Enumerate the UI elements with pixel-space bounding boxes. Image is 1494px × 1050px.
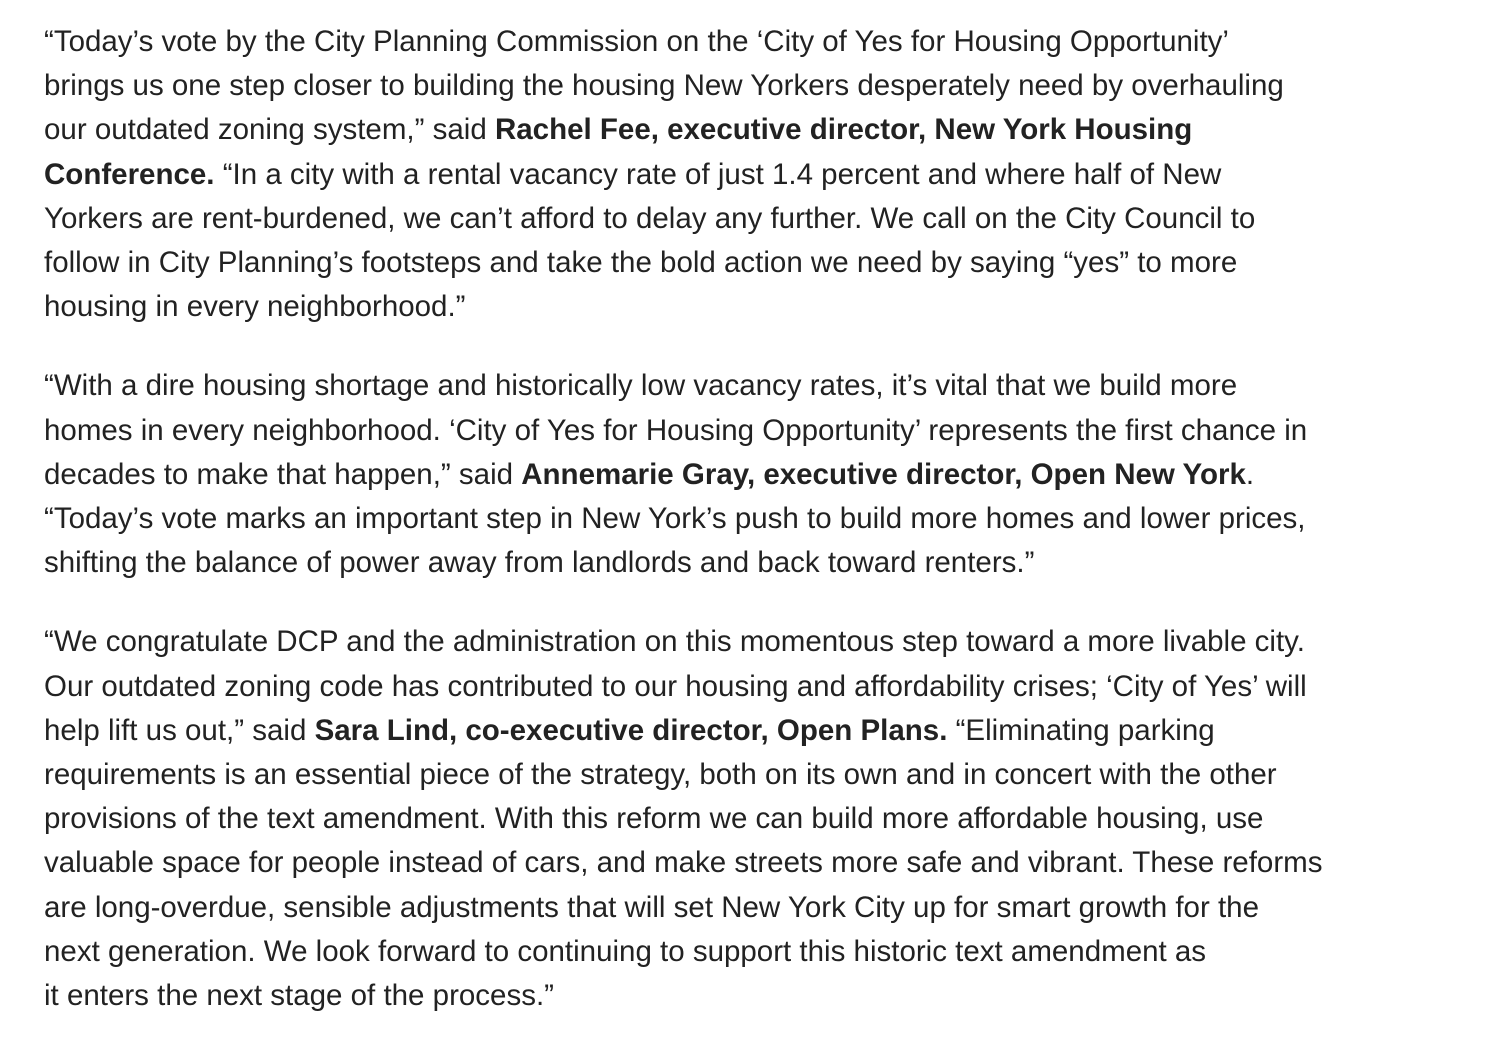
text-line: “Today’s vote by the City Planning Commission on the ‘City of Yes for Housing Opportunity’ (44, 25, 1229, 58)
text-line: “We congratulate DCP and the administration on this momentous step toward a more livable city. (44, 625, 1305, 659)
text-line: our outdated zoning system,” said Rachel Fee, executive director, New York Housing (44, 113, 1193, 147)
text-line: requirements is an essential piece of the strategy, both on its own and in concert with the other (44, 758, 1277, 792)
speaker-attribution: Annemarie Gray, executive director, Open New York (521, 457, 1246, 491)
text-line: valuable space for people instead of cars, and make streets more safe and vibrant. These reforms (44, 846, 1323, 880)
speaker-attribution: Conference. (44, 157, 215, 191)
text-line: brings us one step closer to building the housing New Yorkers desperately need by overhauling (44, 69, 1284, 103)
text-line: are long-overdue, sensible adjustments that will set New York City up for smart growth for the (44, 890, 1259, 924)
text-line: homes in every neighborhood. ‘City of Yes for Housing Opportunity’ represents the first chance in (44, 413, 1308, 447)
speaker-attribution: Rachel Fee, executive director, New York Housing (494, 113, 1193, 147)
quote-paragraph-nyhc (44, 20, 1456, 329)
text-line: it enters the next stage of the process.” (44, 979, 554, 1013)
text-line: Yorkers are rent-burdened, we can’t afford to delay any further. We call on the City Council to (44, 201, 1256, 235)
text-line: help lift us out,” said Sara Lind, co-executive director, Open Plans. “Eliminating parking (44, 713, 1215, 747)
text-line: Our outdated zoning code has contributed to our housing and affordability crises; ‘City of Yes’ will (44, 669, 1307, 703)
text-line: decades to make that happen,” said Annemarie Gray, executive director, Open New York. (44, 457, 1255, 491)
text-line: next generation. We look forward to continuing to support this historic text amendment as (44, 934, 1207, 968)
speaker-attribution: Sara Lind, co-executive director, Open Plans. (314, 713, 948, 747)
text-line: “Today’s vote marks an important step in New York’s push to build more homes and lower prices, (44, 502, 1306, 536)
text-line: shifting the balance of power away from landlords and back toward renters.” (44, 546, 1035, 580)
quote-paragraph-open-plans (44, 620, 1456, 1018)
article-body (44, 20, 1456, 1018)
text-line: Conference. “In a city with a rental vacancy rate of just 1.4 percent and where half of New (44, 157, 1222, 191)
text-line: follow in City Planning’s footsteps and take the bold action we need by saying “yes” to more (44, 246, 1238, 280)
quote-paragraph-open-new-york (44, 364, 1456, 585)
text-line: housing in every neighborhood.” (44, 290, 466, 324)
text-line: provisions of the text amendment. With this reform we can build more affordable housing, use (44, 802, 1264, 836)
text-line: “With a dire housing shortage and historically low vacancy rates, it’s vital that we build more (44, 369, 1238, 403)
